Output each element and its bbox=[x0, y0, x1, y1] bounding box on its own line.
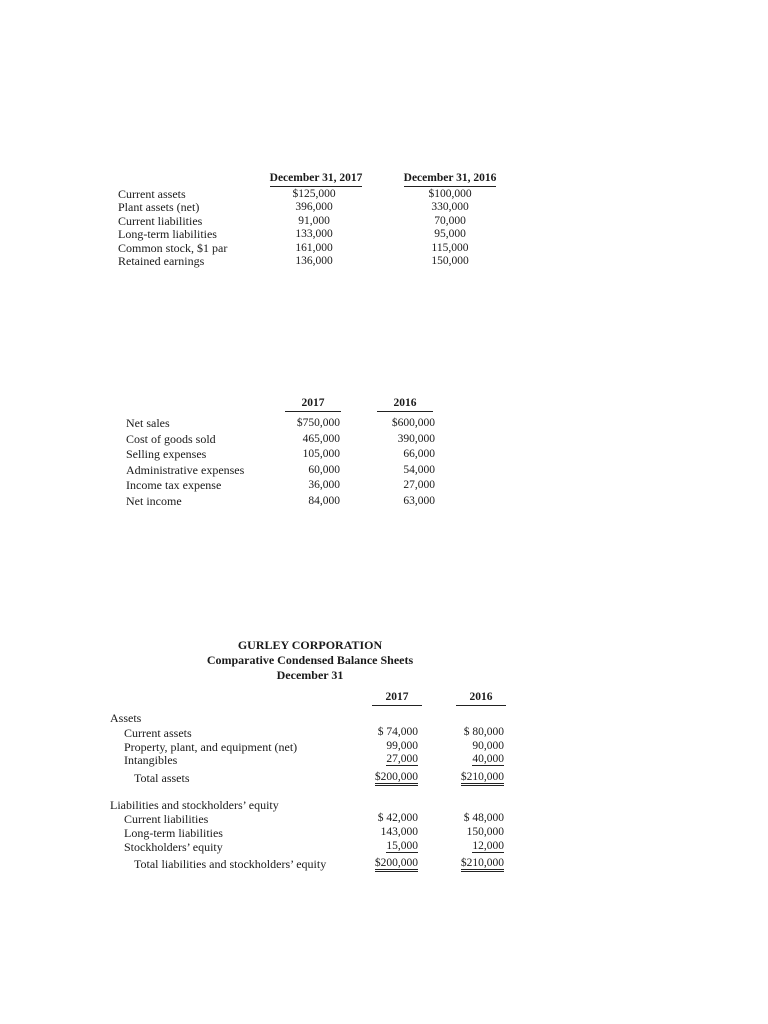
table1-labels bbox=[118, 188, 227, 268]
table2-cell: 27,000 bbox=[403, 479, 435, 491]
table2-cell: 84,000 bbox=[308, 494, 340, 507]
table1-header-2016: December 31, 2016 bbox=[396, 172, 504, 184]
table1-cell: 70,000 bbox=[434, 214, 466, 227]
table2-cell: 60,000 bbox=[308, 463, 340, 476]
liability-label: Current liabilities bbox=[124, 812, 209, 826]
total-liabilities-2016: $210,000 bbox=[446, 857, 504, 869]
statement-name: Comparative Condensed Balance Sheets bbox=[206, 653, 414, 667]
table2-header-2016: 2016 bbox=[377, 397, 433, 412]
total-assets-label: Total assets bbox=[134, 771, 190, 785]
table1-cell: 396,000 bbox=[295, 201, 333, 214]
table1-cell: 95,000 bbox=[434, 228, 466, 241]
total-liabilities-label: Total liabilities and stockholders’ equity bbox=[134, 857, 327, 871]
liability-value-2016: $ 48,000 bbox=[463, 812, 504, 824]
table1-cell: 115,000 bbox=[431, 241, 469, 254]
table2-col-2017 bbox=[278, 416, 340, 509]
liability-label: Stockholders’ equity bbox=[124, 840, 223, 854]
table2-cell: 66,000 bbox=[403, 448, 435, 460]
table3-header-2016: 2016 bbox=[456, 691, 506, 706]
liability-value-2017: 15,000 bbox=[386, 840, 418, 852]
asset-value-2017: 99,000 bbox=[386, 740, 418, 752]
table1-header-2017: December 31, 2017 bbox=[262, 172, 370, 184]
liabilities-heading: Liabilities and stockholders’ equity bbox=[110, 798, 279, 812]
total-assets-2017: $200,000 bbox=[360, 771, 418, 783]
table2-cell: 36,000 bbox=[308, 479, 340, 491]
table1-row-label: Plant assets (net) bbox=[118, 200, 200, 215]
table1-row-label: Retained earnings bbox=[118, 254, 205, 269]
table1-cell: 136,000 bbox=[295, 255, 333, 268]
table2-cell: 465,000 bbox=[302, 432, 340, 445]
liability-value-2017: $ 42,000 bbox=[377, 812, 418, 824]
asset-value-2016: 40,000 bbox=[472, 753, 504, 765]
company-name: GURLEY CORPORATION bbox=[237, 638, 383, 652]
table1-cell: 330,000 bbox=[431, 201, 469, 214]
table2-row-label: Administrative expenses bbox=[126, 462, 245, 477]
table2-row-label: Cost of goods sold bbox=[126, 431, 216, 446]
statement-date: December 31 bbox=[276, 668, 344, 682]
total-liabilities-2017: $200,000 bbox=[360, 857, 418, 869]
liability-value-2016: 150,000 bbox=[466, 826, 504, 838]
assets-heading: Assets bbox=[110, 711, 142, 725]
asset-value-2016: $ 80,000 bbox=[463, 726, 504, 738]
table2-labels bbox=[126, 416, 244, 509]
table2-cell: $750,000 bbox=[296, 417, 340, 429]
table1-cell: 91,000 bbox=[298, 214, 330, 227]
asset-value-2016: 90,000 bbox=[472, 740, 504, 752]
table1-row-label: Current assets bbox=[118, 187, 186, 201]
table1-row-label: Long-term liabilities bbox=[118, 227, 217, 242]
table1-row-label: Current liabilities bbox=[118, 213, 203, 228]
table2-cell: $600,000 bbox=[391, 417, 435, 429]
table3-header-2017: 2017 bbox=[372, 691, 422, 706]
table2-cell: 63,000 bbox=[403, 494, 435, 507]
table2-col-2016 bbox=[375, 416, 435, 509]
asset-value-2017: 27,000 bbox=[386, 753, 418, 765]
table2-row-label: Net income bbox=[126, 493, 182, 508]
table2-cell: 390,000 bbox=[397, 432, 435, 445]
asset-label: Intangibles bbox=[124, 753, 178, 767]
table1-row-label: Common stock, $1 par bbox=[118, 240, 228, 255]
table1-col-2016 bbox=[396, 188, 504, 268]
liability-value-2017: 143,000 bbox=[380, 826, 418, 838]
total-assets-2016: $210,000 bbox=[446, 771, 504, 783]
table2-row-label: Net sales bbox=[126, 416, 170, 430]
asset-label: Property, plant, and equipment (net) bbox=[124, 740, 298, 754]
table2-row-label: Selling expenses bbox=[126, 447, 207, 461]
asset-value-2017: $ 74,000 bbox=[377, 726, 418, 738]
table1-col-2017 bbox=[262, 188, 366, 268]
asset-label: Current assets bbox=[124, 726, 192, 740]
liability-label: Long-term liabilities bbox=[124, 826, 223, 840]
table2-cell: 54,000 bbox=[403, 463, 435, 476]
table1-cell: 161,000 bbox=[295, 241, 333, 254]
table2-row-label: Income tax expense bbox=[126, 478, 222, 492]
table1-cell: 133,000 bbox=[295, 228, 333, 241]
liability-value-2016: 12,000 bbox=[472, 840, 504, 852]
table1-cell: $100,000 bbox=[428, 188, 472, 200]
table1-cell: $125,000 bbox=[292, 188, 336, 200]
table2-cell: 105,000 bbox=[302, 448, 340, 460]
table2-header-2017: 2017 bbox=[285, 397, 341, 412]
balance-sheet-title-block bbox=[190, 638, 430, 683]
table1-cell: 150,000 bbox=[431, 255, 469, 268]
